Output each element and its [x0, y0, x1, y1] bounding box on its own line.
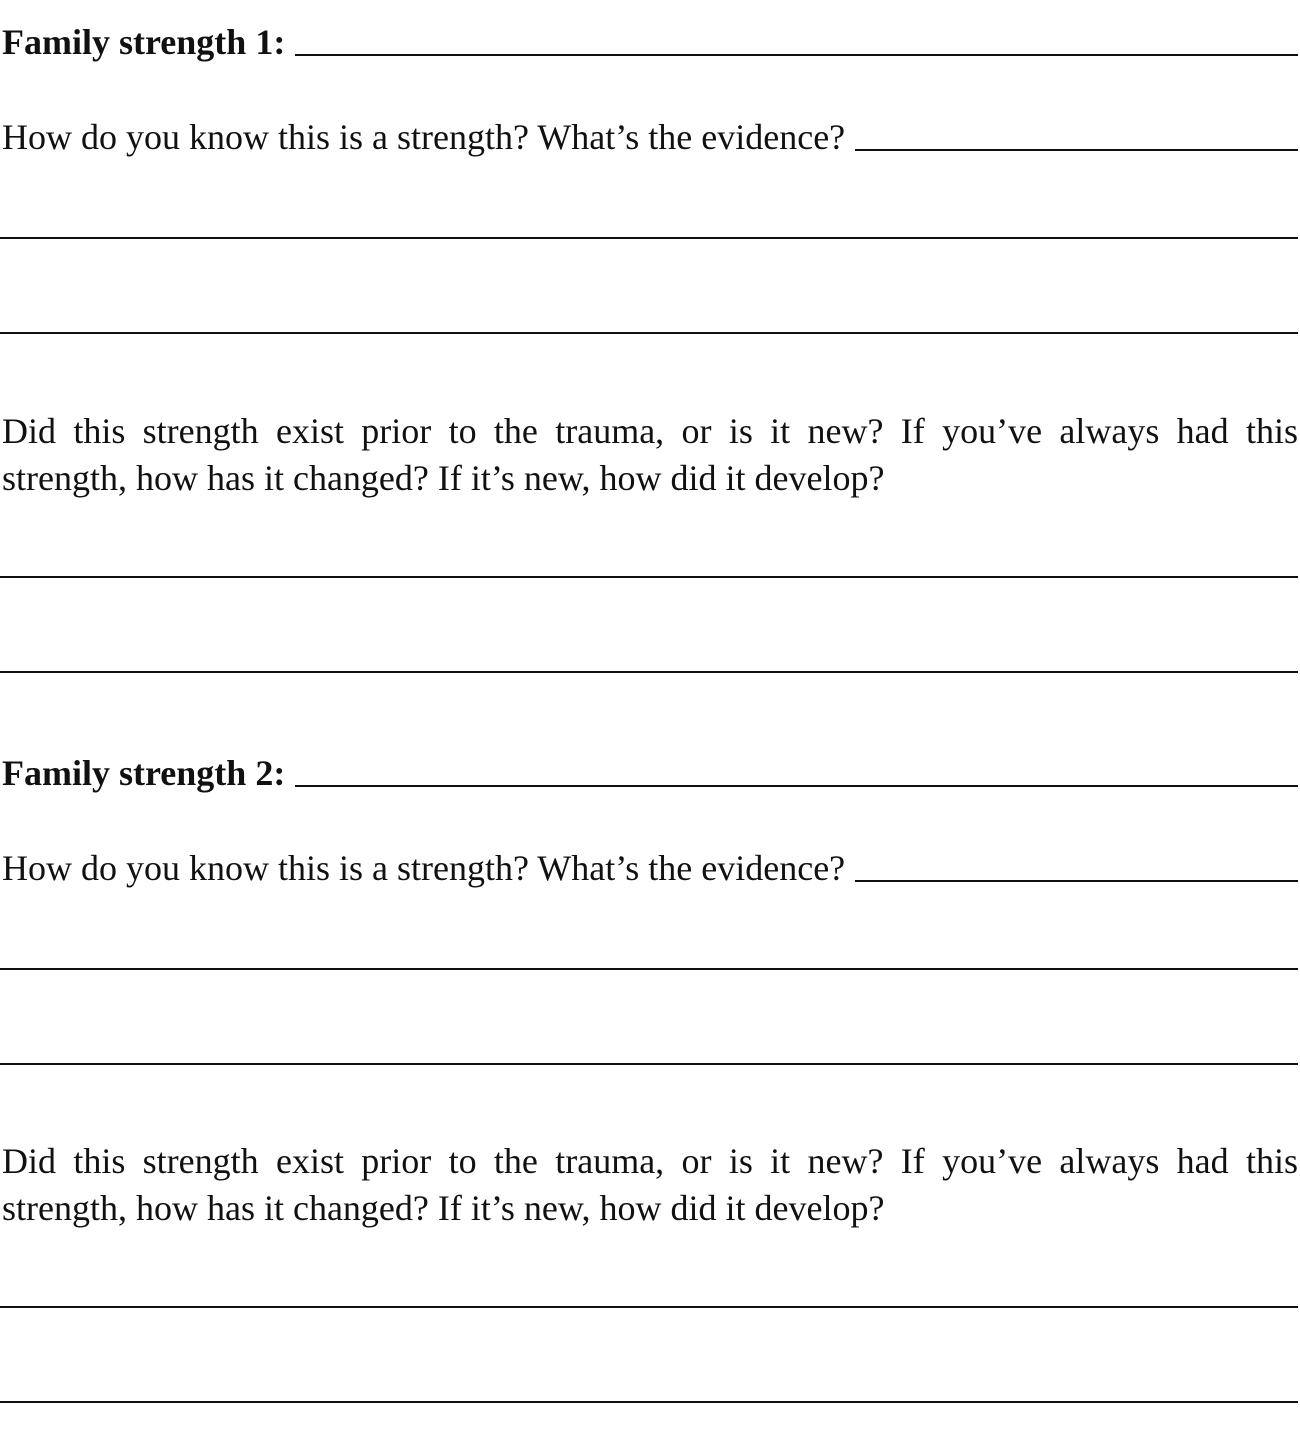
strength-1-evidence-line-2[interactable] — [0, 332, 1298, 334]
strength-2-evidence-line-inline[interactable] — [855, 880, 1298, 882]
strength-1-heading-row — [2, 22, 1298, 62]
strength-2-heading: Family strength 2: — [2, 753, 286, 793]
strength-2-origin-line-2[interactable] — [0, 1401, 1298, 1403]
strength-1-evidence-line-inline[interactable] — [855, 149, 1298, 151]
strength-1-answer-line[interactable] — [295, 54, 1298, 56]
strength-1-origin-line-2[interactable] — [0, 671, 1298, 673]
strength-2-evidence-prompt: How do you know this is a strength? What’s the evidence? — [2, 848, 846, 888]
strength-1-heading: Family strength 1: — [2, 22, 286, 62]
strength-1-evidence-row — [2, 117, 1298, 157]
strength-2-evidence-line-2[interactable] — [0, 1063, 1298, 1065]
strength-1-evidence-line-1[interactable] — [0, 237, 1298, 239]
strength-2-heading-row — [2, 753, 1298, 793]
strength-2-evidence-line-1[interactable] — [0, 968, 1298, 970]
strength-2-origin-line-1[interactable] — [0, 1306, 1298, 1308]
strength-1-origin-line-1[interactable] — [0, 576, 1298, 578]
strength-2-origin-prompt: Did this strength exist prior to the trauma, or is it new? If you’ve always had this strength, how has it changed? If it’s new, how did it develop? — [2, 1141, 1298, 1228]
strength-2-answer-line[interactable] — [295, 785, 1298, 787]
strength-1-origin-prompt: Did this strength exist prior to the trauma, or is it new? If you’ve always had this strength, how has it changed? If it’s new, how did it develop? — [2, 411, 1298, 498]
strength-1-evidence-prompt: How do you know this is a strength? What’s the evidence? — [2, 117, 846, 157]
strength-2-evidence-row — [2, 848, 1298, 888]
